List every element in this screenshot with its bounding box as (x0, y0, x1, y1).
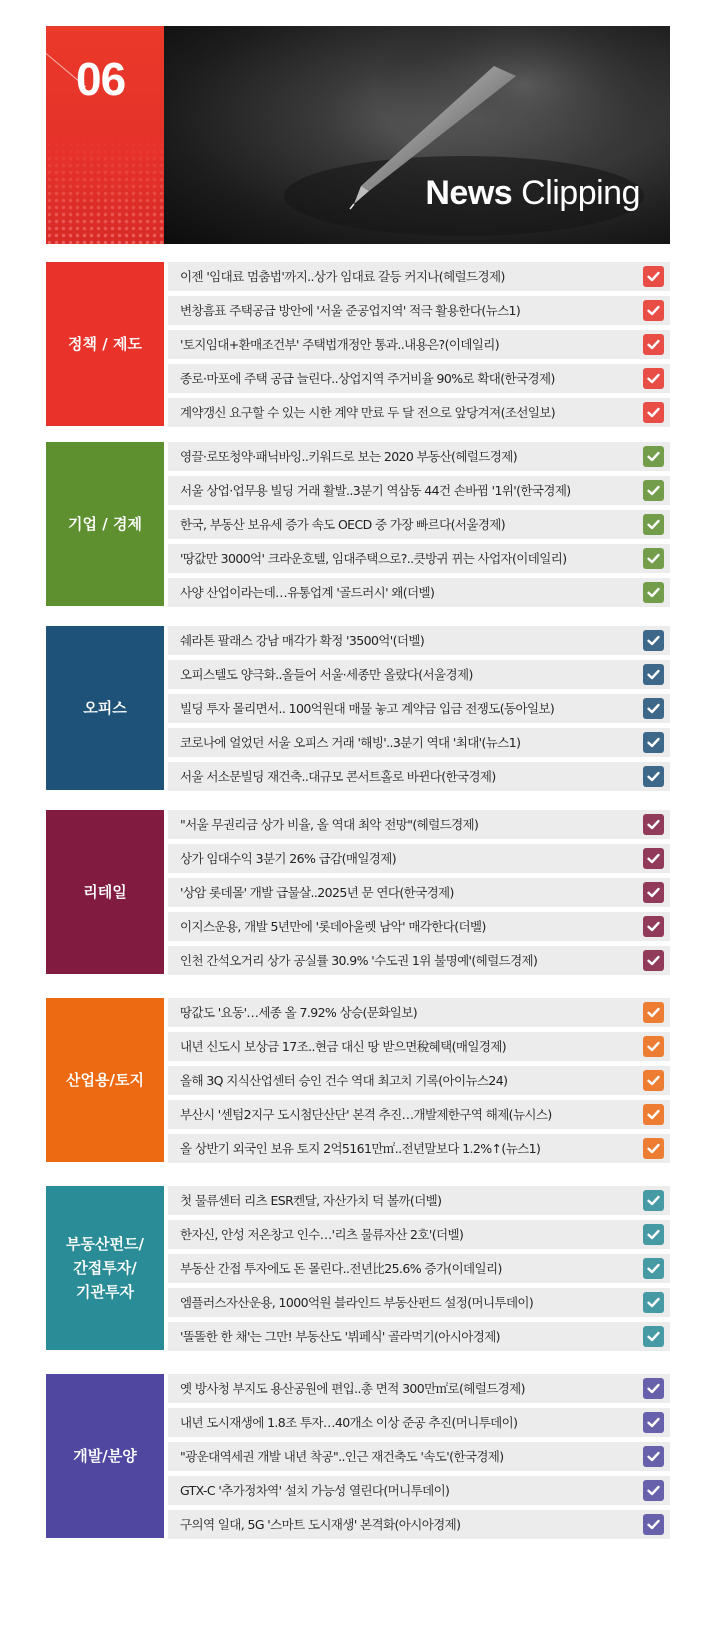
category-label: 리테일 (46, 810, 164, 974)
check-icon (643, 1326, 664, 1347)
news-headline[interactable]: GTX-C '추가정차역' 설치 가능성 열린다(머니투데이) (180, 1483, 450, 1498)
news-headline[interactable]: 계약갱신 요구할 수 있는 시한 계약 만료 두 달 전으로 앞당겨져(조선일보) (180, 405, 556, 420)
check-icon (643, 1190, 664, 1211)
check-icon (643, 1258, 664, 1279)
news-section (46, 810, 670, 974)
check-icon (643, 732, 664, 753)
news-item[interactable] (168, 1100, 670, 1129)
news-item[interactable] (168, 912, 670, 941)
news-item[interactable] (168, 998, 670, 1027)
news-headline[interactable]: 서울 서소문빌딩 재건축..대규모 콘서트홀로 바뀐다(한국경제) (180, 769, 496, 784)
check-icon (643, 814, 664, 835)
title-light: Clipping (521, 174, 640, 212)
news-item[interactable] (168, 728, 670, 757)
news-item[interactable] (168, 1186, 670, 1215)
category-label: 정책 / 제도 (46, 262, 164, 426)
news-section (46, 442, 670, 606)
news-headline[interactable]: 사양 산업이라는데…유통업계 '골드러시' 왜(더벨) (180, 585, 435, 600)
news-item[interactable] (168, 578, 670, 607)
news-item[interactable] (168, 1408, 670, 1437)
check-icon (643, 266, 664, 287)
news-headline[interactable]: 인천 간석오거리 상가 공실률 30.9% '수도권 1위 불명예'(헤럴드경제) (180, 953, 538, 968)
check-icon (643, 950, 664, 971)
news-headline[interactable]: 올 상반기 외국인 보유 토지 2억5161만㎡..전년말보다 1.2%↑(뉴스1) (180, 1141, 541, 1156)
check-icon (643, 582, 664, 603)
news-list (168, 1186, 670, 1350)
news-section (46, 262, 670, 426)
check-icon (643, 1138, 664, 1159)
check-icon (643, 334, 664, 355)
news-section (46, 1374, 670, 1538)
news-item[interactable] (168, 1254, 670, 1283)
news-headline[interactable]: 땅값도 '요동'…세종 올 7.92% 상승(문화일보) (180, 1005, 417, 1020)
news-headline[interactable]: 옛 방사청 부지도 용산공원에 편입..총 면적 300만㎡로(헤럴드경제) (180, 1381, 525, 1396)
news-headline[interactable]: 구의역 일대, 5G '스마트 도시재생' 본격화(아시아경제) (180, 1517, 461, 1532)
news-list (168, 998, 670, 1162)
category-label: 개발/분양 (46, 1374, 164, 1538)
news-section (46, 998, 670, 1162)
news-list (168, 442, 670, 606)
check-icon (643, 1378, 664, 1399)
check-icon (643, 1292, 664, 1313)
check-icon (643, 402, 664, 423)
news-item[interactable] (168, 1442, 670, 1471)
news-headline[interactable]: 종로·마포에 주택 공급 늘린다..상업지역 주거비율 90%로 확대(한국경제) (180, 371, 555, 386)
news-item[interactable] (168, 476, 670, 505)
issue-number-panel (46, 26, 164, 244)
check-icon (643, 300, 664, 321)
check-icon (643, 1224, 664, 1245)
page-title (425, 174, 640, 213)
news-headline[interactable]: '땅값만 3000억' 크라운호텔, 임대주택으로?..큿방귀 뀌는 사업자(이데일리) (180, 551, 567, 566)
header-banner (46, 26, 670, 244)
news-headline[interactable]: "서울 무권리금 상가 비율, 올 역대 최악 전망"(헤럴드경제) (180, 817, 479, 832)
news-item[interactable] (168, 510, 670, 539)
check-icon (643, 882, 664, 903)
news-item[interactable] (168, 626, 670, 655)
news-list (168, 262, 670, 426)
news-headline[interactable]: 이지스운용, 개발 5년만에 '롯데아울렛 남악' 매각한다(더벨) (180, 919, 486, 934)
news-list (168, 810, 670, 974)
check-icon (643, 1070, 664, 1091)
news-headline[interactable]: 올해 3Q 지식산업센터 승인 건수 역대 최고치 기록(아이뉴스24) (180, 1073, 508, 1088)
check-icon (643, 766, 664, 787)
check-icon (643, 630, 664, 651)
news-headline[interactable]: 상가 임대수익 3분기 26% 급감(매일경제) (180, 851, 397, 866)
news-headline[interactable]: 쉐라톤 팔래스 강남 매각가 확정 '3500억'(더벨) (180, 633, 425, 648)
news-item[interactable] (168, 364, 670, 393)
news-item[interactable] (168, 694, 670, 723)
news-headline[interactable]: 한국, 부동산 보유세 증가 속도 OECD 중 가장 빠르다(서울경제) (180, 517, 506, 532)
dot-pattern (46, 134, 164, 244)
check-icon (643, 1036, 664, 1057)
news-headline[interactable]: 첫 물류센터 리츠 ESR켄달, 자산가치 덕 볼까(더벨) (180, 1193, 442, 1208)
check-icon (643, 1002, 664, 1023)
news-headline[interactable]: '상암 롯데몰' 개발 급물살..2025년 문 연다(한국경제) (180, 885, 454, 900)
category-label: 기업 / 경제 (46, 442, 164, 606)
news-item[interactable] (168, 1220, 670, 1249)
news-item[interactable] (168, 1510, 670, 1539)
check-icon (643, 368, 664, 389)
news-item[interactable] (168, 1476, 670, 1505)
news-section (46, 1186, 670, 1350)
news-list (168, 626, 670, 790)
news-headline[interactable]: "광운대역세권 개발 내년 착공"..인근 재건축도 '속도'(한국경제) (180, 1449, 504, 1464)
news-section (46, 626, 670, 790)
news-item[interactable] (168, 878, 670, 907)
check-icon (643, 916, 664, 937)
check-icon (643, 1412, 664, 1433)
check-icon (643, 664, 664, 685)
news-item[interactable] (168, 810, 670, 839)
news-item[interactable] (168, 442, 670, 471)
check-icon (643, 1480, 664, 1501)
news-headline[interactable]: 한자신, 안성 저온창고 인수…'리츠 물류자산 2호'(더벨) (180, 1227, 464, 1242)
news-headline[interactable]: 이젠 '임대료 멈춤법'까지..상가 임대료 갈등 커지나(헤럴드경제) (180, 269, 505, 284)
check-icon (643, 514, 664, 535)
check-icon (643, 446, 664, 467)
check-icon (643, 1514, 664, 1535)
news-headline[interactable]: 영끌·로또청약·패닉바잉..키워드로 보는 2020 부동산(헤럴드경제) (180, 449, 517, 464)
news-item[interactable] (168, 1032, 670, 1061)
check-icon (643, 698, 664, 719)
news-item[interactable] (168, 296, 670, 325)
check-icon (643, 480, 664, 501)
check-icon (643, 848, 664, 869)
news-item[interactable] (168, 398, 670, 427)
news-item[interactable] (168, 1322, 670, 1351)
news-item[interactable] (168, 544, 670, 573)
pen-photo (164, 26, 670, 244)
news-headline[interactable]: '똘똘한 한 채'는 그만! 부동산도 '뷔페식' 골라먹기(아시아경제) (180, 1329, 500, 1344)
check-icon (643, 1104, 664, 1125)
title-bold: News (425, 174, 513, 212)
news-headline[interactable]: 코로나에 얼었던 서울 오피스 거래 '해빙'..3분기 역대 '최대'(뉴스1) (180, 735, 521, 750)
news-headline[interactable]: 오피스텔도 양극화..올들어 서울·세종만 올랐다(서울경제) (180, 667, 473, 682)
news-headline[interactable]: 부산시 '센텀2지구 도시첨단산단' 본격 추진…개발제한구역 해제(뉴시스) (180, 1107, 552, 1122)
news-headline[interactable]: '토지임대+환매조건부' 주택법개정안 통과..내용은?(이데일리) (180, 337, 500, 352)
news-headline[interactable]: 엠플러스자산운용, 1000억원 블라인드 부동산펀드 설정(머니투데이) (180, 1295, 534, 1310)
issue-number: 06 (76, 53, 126, 105)
news-headline[interactable]: 빌딩 투자 몰리면서.. 100억원대 매물 놓고 계약금 입금 전쟁도(동아일보) (180, 701, 555, 716)
news-item[interactable] (168, 946, 670, 975)
news-headline[interactable]: 내년 신도시 보상금 17조..현금 대신 땅 받으면稅혜택(매일경제) (180, 1039, 507, 1054)
news-item[interactable] (168, 1134, 670, 1163)
news-item[interactable] (168, 1288, 670, 1317)
news-item[interactable] (168, 1066, 670, 1095)
news-headline[interactable]: 변창흠표 주택공급 방안에 '서울 준공업지역' 적극 활용한다(뉴스1) (180, 303, 521, 318)
check-icon (643, 548, 664, 569)
news-item[interactable] (168, 660, 670, 689)
news-list (168, 1374, 670, 1538)
category-label: 오피스 (46, 626, 164, 790)
category-label: 부동산펀드/ 간접투자/ 기관투자 (46, 1186, 164, 1350)
news-item[interactable] (168, 844, 670, 873)
news-item[interactable] (168, 1374, 670, 1403)
news-headline[interactable]: 내년 도시재생에 1.8조 투자…40개소 이상 준공 추진(머니투데이) (180, 1415, 518, 1430)
news-headline[interactable]: 부동산 간접 투자에도 돈 몰린다..전년比25.6% 증가(이데일리) (180, 1261, 502, 1276)
news-item[interactable] (168, 262, 670, 291)
news-headline[interactable]: 서울 상업·업무용 빌딩 거래 활발..3분기 역삼동 44건 손바뀜 '1위'(한국경제) (180, 483, 571, 498)
category-label: 산업용/토지 (46, 998, 164, 1162)
news-item[interactable] (168, 762, 670, 791)
news-item[interactable] (168, 330, 670, 359)
check-icon (643, 1446, 664, 1467)
